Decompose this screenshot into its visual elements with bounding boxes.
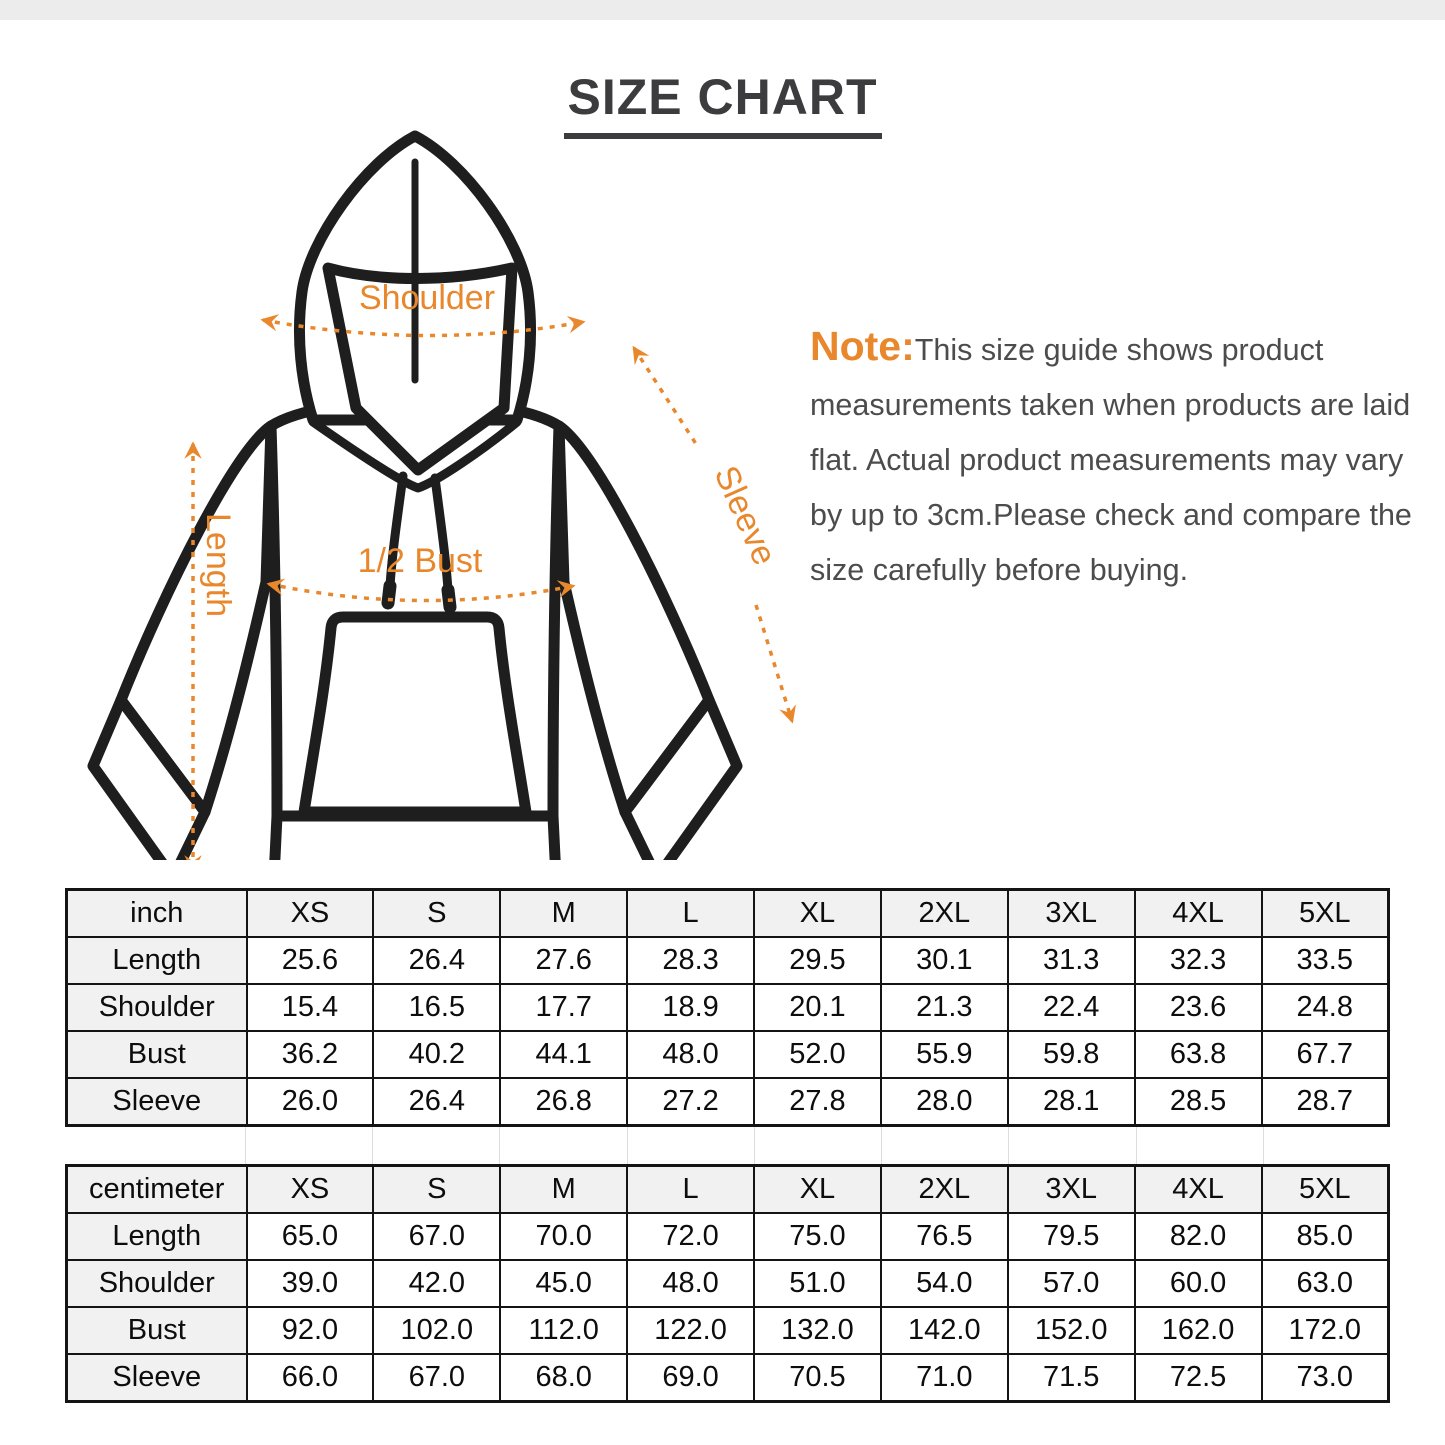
size-value: 28.3 (627, 937, 754, 984)
size-value: 29.5 (754, 937, 881, 984)
size-column-header: M (500, 890, 627, 938)
size-column-header: 2XL (881, 890, 1008, 938)
size-value: 22.4 (1008, 984, 1135, 1031)
size-value: 63.8 (1135, 1031, 1262, 1078)
hem-band (274, 816, 556, 860)
size-table-inch (65, 888, 1390, 1127)
sleeve-arrow-lower (756, 605, 792, 721)
size-value: 82.0 (1135, 1213, 1262, 1260)
table-row (67, 937, 1389, 984)
size-value: 26.4 (373, 937, 500, 984)
size-value: 79.5 (1008, 1213, 1135, 1260)
size-column-header: 5XL (1262, 890, 1389, 938)
size-value: 92.0 (247, 1307, 374, 1354)
size-value: 27.8 (754, 1078, 881, 1126)
size-value: 30.1 (881, 937, 1008, 984)
size-value: 28.1 (1008, 1078, 1135, 1126)
size-value: 21.3 (881, 984, 1008, 1031)
size-value: 26.0 (247, 1078, 374, 1126)
size-value: 60.0 (1135, 1260, 1262, 1307)
size-column-header: S (373, 1166, 500, 1214)
size-value: 48.0 (627, 1031, 754, 1078)
table-row (67, 1260, 1389, 1307)
size-value: 67.7 (1262, 1031, 1389, 1078)
measurement-row-label: Shoulder (67, 984, 247, 1031)
size-value: 40.2 (373, 1031, 500, 1078)
size-column-header: L (627, 890, 754, 938)
top-strip (0, 0, 1445, 20)
measurement-row-label: Length (67, 937, 247, 984)
size-column-header: 4XL (1135, 1166, 1262, 1214)
size-value: 16.5 (373, 984, 500, 1031)
size-value: 18.9 (627, 984, 754, 1031)
size-value: 52.0 (754, 1031, 881, 1078)
measurement-row-label: Sleeve (67, 1354, 247, 1402)
size-value: 27.6 (500, 937, 627, 984)
size-value: 26.4 (373, 1078, 500, 1126)
size-value: 36.2 (247, 1031, 374, 1078)
size-value: 28.7 (1262, 1078, 1389, 1126)
note-prefix: Note: (810, 322, 915, 369)
size-column-header: S (373, 890, 500, 938)
size-column-header: 3XL (1008, 1166, 1135, 1214)
size-value: 28.5 (1135, 1078, 1262, 1126)
size-value: 17.7 (500, 984, 627, 1031)
size-value: 39.0 (247, 1260, 374, 1307)
size-value: 67.0 (373, 1354, 500, 1402)
table-row (67, 1213, 1389, 1260)
size-value: 132.0 (754, 1307, 881, 1354)
size-value: 76.5 (881, 1213, 1008, 1260)
table-row (67, 1031, 1389, 1078)
sleeve-label: Sleeve (706, 460, 784, 571)
size-value: 42.0 (373, 1260, 500, 1307)
table-gap (65, 1127, 1390, 1164)
table-row (67, 984, 1389, 1031)
size-column-header: XL (754, 890, 881, 938)
measurement-row-label: Length (67, 1213, 247, 1260)
size-tables (65, 888, 1390, 1403)
size-value: 72.0 (627, 1213, 754, 1260)
shoulder-label: Shoulder (358, 279, 496, 317)
size-column-header: XL (754, 1166, 881, 1214)
table-row (67, 1078, 1389, 1126)
size-value: 102.0 (373, 1307, 500, 1354)
size-value: 172.0 (1262, 1307, 1389, 1354)
size-value: 15.4 (247, 984, 374, 1031)
size-value: 20.1 (754, 984, 881, 1031)
size-value: 48.0 (627, 1260, 754, 1307)
size-value: 54.0 (881, 1260, 1008, 1307)
size-value: 25.6 (247, 937, 374, 984)
size-column-header: 2XL (881, 1166, 1008, 1214)
size-value: 70.0 (500, 1213, 627, 1260)
size-column-header: 4XL (1135, 890, 1262, 938)
bust-label: 1/2 Bust (357, 542, 483, 580)
size-value: 23.6 (1135, 984, 1262, 1031)
size-value: 85.0 (1262, 1213, 1389, 1260)
size-value: 33.5 (1262, 937, 1389, 984)
size-value: 73.0 (1262, 1354, 1389, 1402)
size-value: 122.0 (627, 1307, 754, 1354)
size-value: 57.0 (1008, 1260, 1135, 1307)
size-value: 63.0 (1262, 1260, 1389, 1307)
size-value: 51.0 (754, 1260, 881, 1307)
table-row (67, 1307, 1389, 1354)
size-value: 26.8 (500, 1078, 627, 1126)
size-value: 32.3 (1135, 937, 1262, 984)
size-value: 28.0 (881, 1078, 1008, 1126)
length-label: Length (199, 513, 237, 617)
unit-header: inch (67, 890, 247, 938)
measurement-row-label: Sleeve (67, 1078, 247, 1126)
size-value: 66.0 (247, 1354, 374, 1402)
note-block (810, 319, 1416, 598)
size-column-header: L (627, 1166, 754, 1214)
size-value: 45.0 (500, 1260, 627, 1307)
size-value: 27.2 (627, 1078, 754, 1126)
size-value: 75.0 (754, 1213, 881, 1260)
size-value: 152.0 (1008, 1307, 1135, 1354)
size-value: 71.0 (881, 1354, 1008, 1402)
size-value: 112.0 (500, 1307, 627, 1354)
table-row (67, 1354, 1389, 1402)
size-table-centimeter (65, 1164, 1390, 1403)
size-column-header: M (500, 1166, 627, 1214)
size-value: 69.0 (627, 1354, 754, 1402)
size-value: 55.9 (881, 1031, 1008, 1078)
size-value: 44.1 (500, 1031, 627, 1078)
size-value: 68.0 (500, 1354, 627, 1402)
size-value: 24.8 (1262, 984, 1389, 1031)
page-title: SIZE CHART (564, 68, 882, 139)
size-value: 71.5 (1008, 1354, 1135, 1402)
size-column-header: XS (247, 1166, 374, 1214)
size-value: 67.0 (373, 1213, 500, 1260)
size-column-header: 3XL (1008, 890, 1135, 938)
hoodie-illustration (85, 120, 825, 860)
size-value: 72.5 (1135, 1354, 1262, 1402)
measurement-row-label: Shoulder (67, 1260, 247, 1307)
size-value: 59.8 (1008, 1031, 1135, 1078)
size-value: 31.3 (1008, 937, 1135, 984)
size-column-header: XS (247, 890, 374, 938)
unit-header: centimeter (67, 1166, 247, 1214)
kangaroo-pocket (304, 617, 526, 812)
measurement-row-label: Bust (67, 1031, 247, 1078)
note-text: This size guide shows product measurements taken when products are laid flat. Actual product measurements may vary by up to 3cm.Please check and compare the size carefully before buying. (810, 332, 1412, 587)
measurement-row-label: Bust (67, 1307, 247, 1354)
size-value: 142.0 (881, 1307, 1008, 1354)
size-value: 162.0 (1135, 1307, 1262, 1354)
size-column-header: 5XL (1262, 1166, 1389, 1214)
sleeve-arrow-upper (634, 348, 698, 447)
size-value: 65.0 (247, 1213, 374, 1260)
size-value: 70.5 (754, 1354, 881, 1402)
